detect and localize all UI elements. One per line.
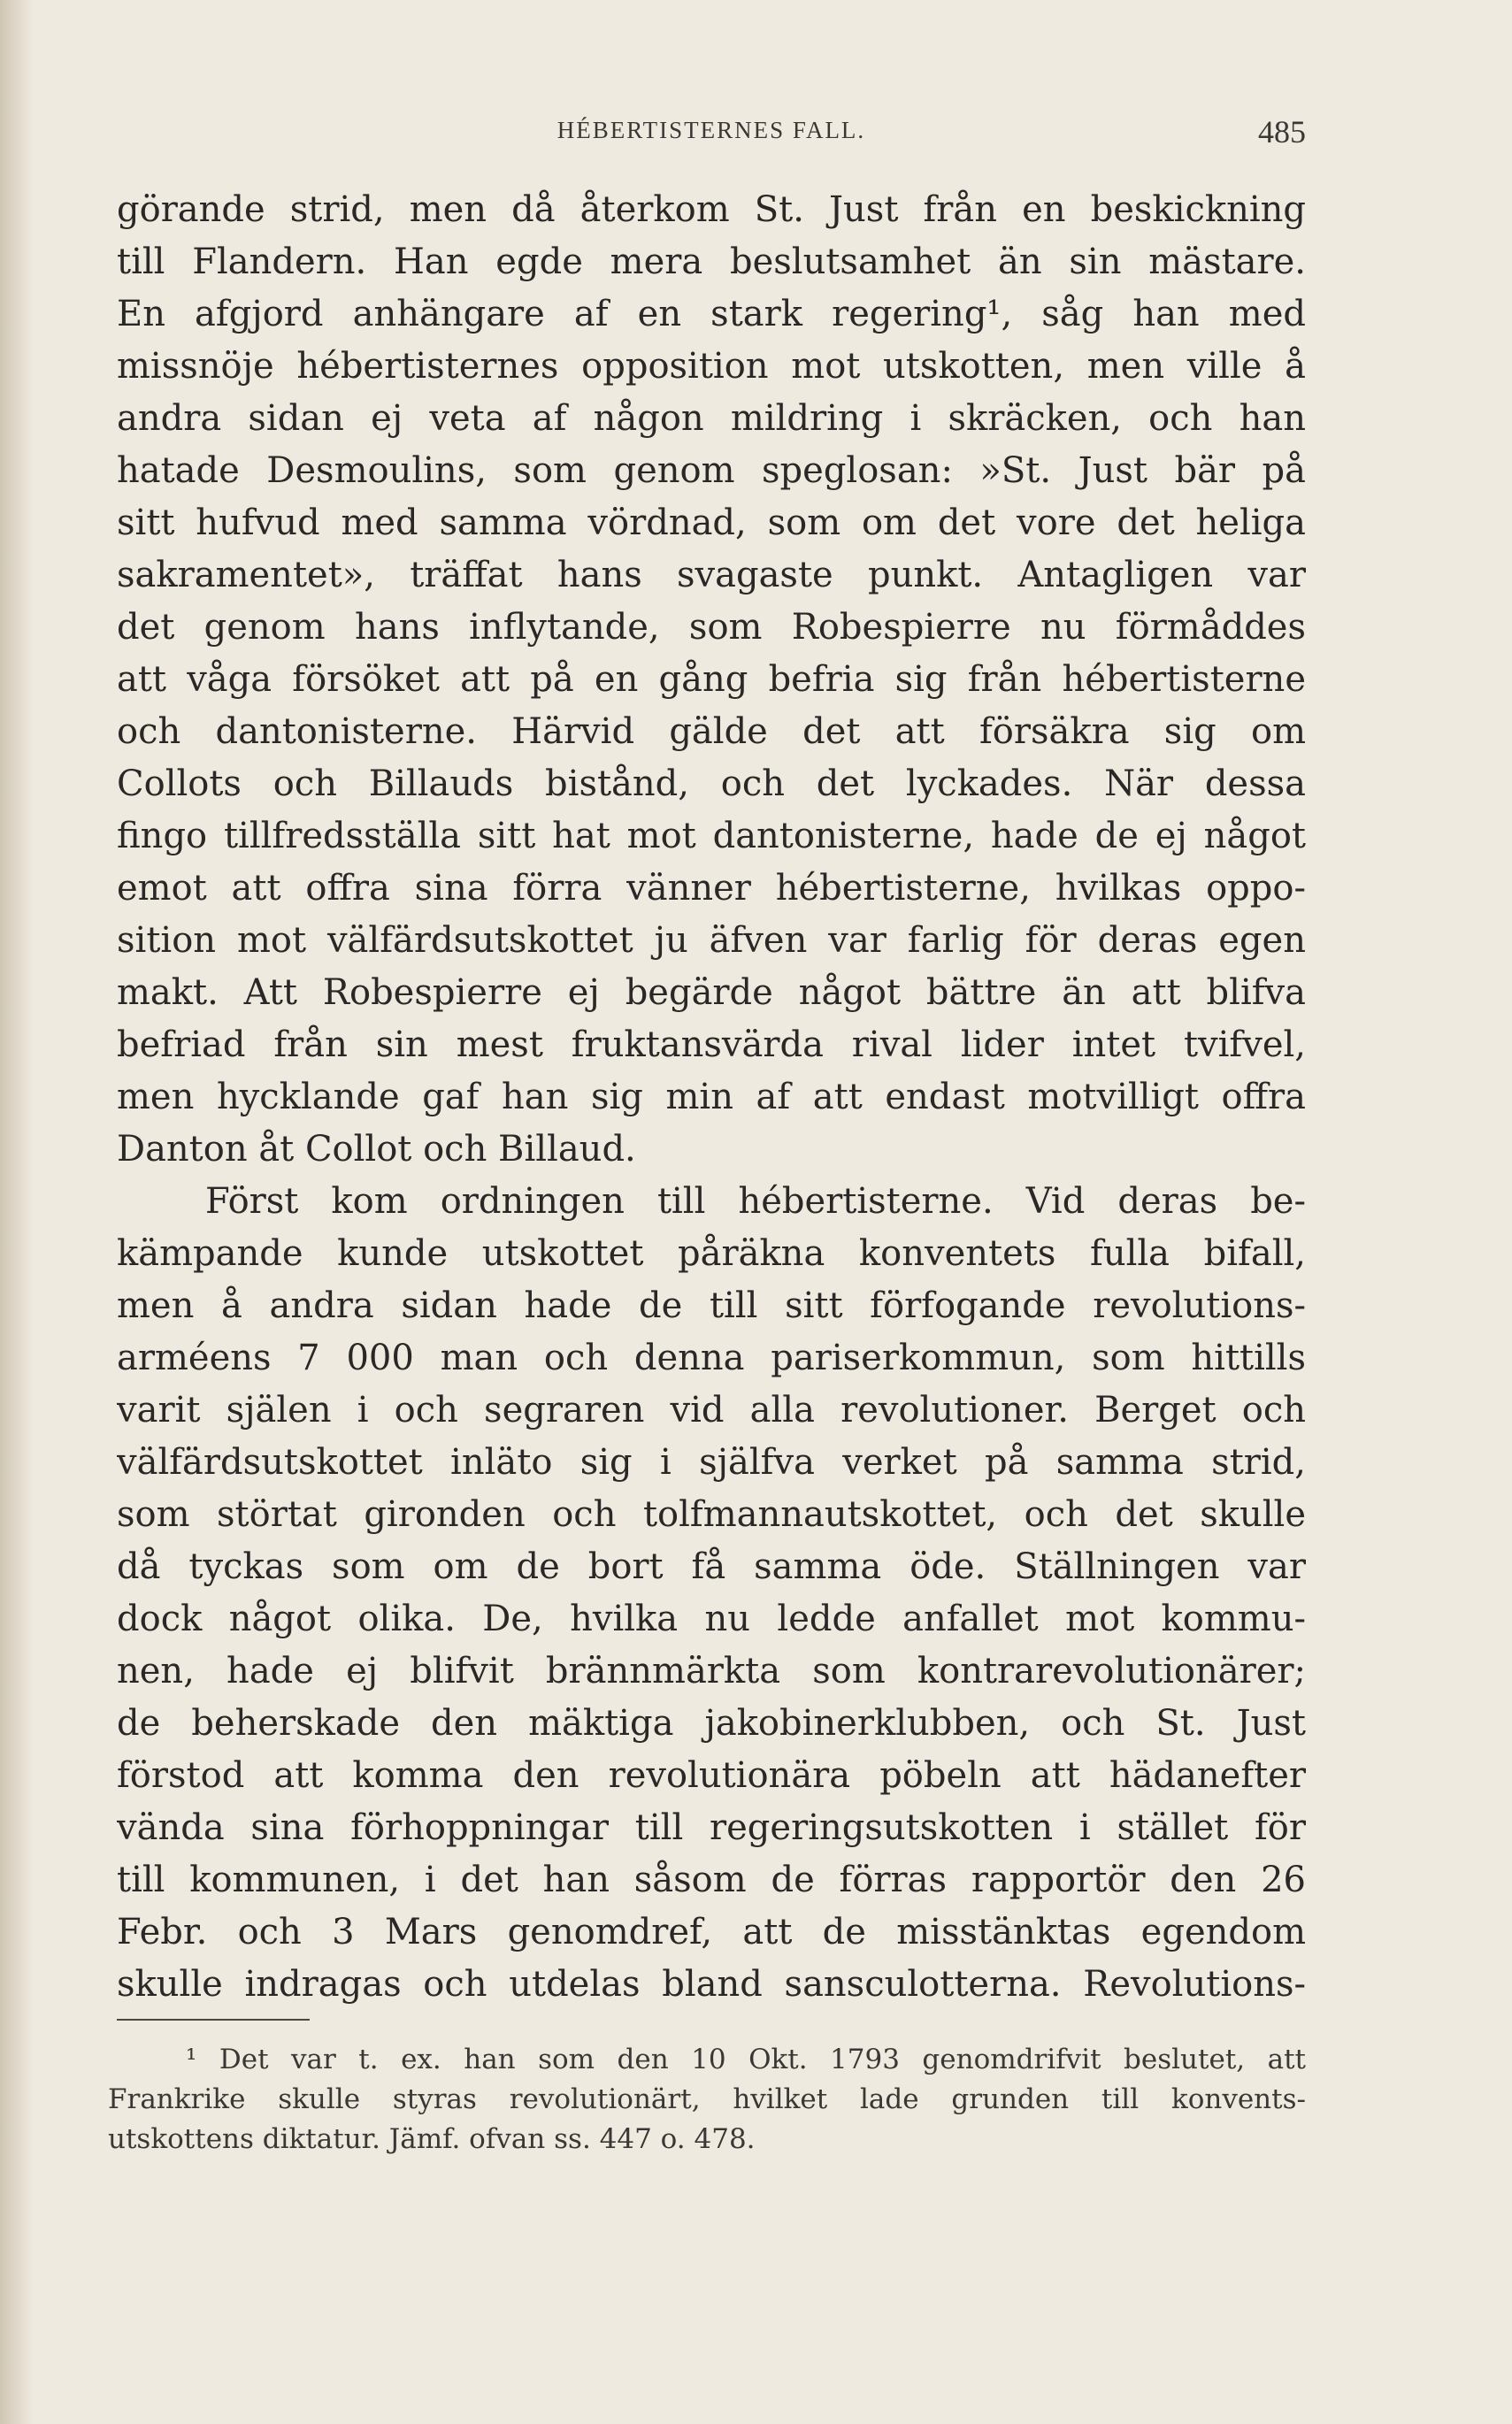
text-line: andra sidan ej veta af någon mildring i skräcken, och han [117,398,1306,439]
text-line: men hycklande gaf han sig min af att endast motvilligt offra [117,1077,1306,1117]
page-edge-shadow [0,0,34,2424]
text-line: vända sina förhoppningar till regeringsutskotten i stället för [117,1807,1306,1848]
text-line: välfärdsutskottet inläto sig i själfva verket på samma strid, [117,1442,1306,1483]
text-line: sition mot välfärdsutskottet ju äfven var farlig för deras egen [117,920,1306,961]
text-line: Collots och Billauds bistånd, och det lyckades. När dessa [117,763,1306,804]
text-line: till Flandern. Han egde mera beslutsamhet än sin mästare. [117,242,1306,282]
text-line: kämpande kunde utskottet påräkna konventets fulla bifall, [117,1233,1306,1274]
text-line: förstod att komma den revolutionära pöbeln att hädanefter [117,1755,1306,1796]
text-line: emot att offra sina förra vänner hébertisterne, hvilkas oppo- [117,868,1306,909]
text-line: varit själen i och segraren vid alla revolutioner. Berget och [117,1390,1306,1431]
text-line: som störtat gironden och tolfmannautskottet, och det skulle [117,1494,1306,1535]
body-text [117,184,1306,2011]
text-line: och dantonisterne. Härvid gälde det att försäkra sig om [117,711,1306,752]
footnote-line: ¹ Det var t. ex. han som den 10 Okt. 1793 genomdrifvit beslutet, att [186,2044,1306,2075]
text-line: hatade Desmoulins, som genom speglosan: »St. Just bär på [117,450,1306,491]
running-head: HÉBERTISTERNES FALL. [556,117,866,143]
page-header [117,114,1306,152]
text-line: makt. Att Robespierre ej begärde något bättre än att blifva [117,972,1306,1013]
text-line: Febr. och 3 Mars genomdref, att de misstänktas egendom [117,1912,1306,1952]
text-line: Först kom ordningen till hébertisterne. Vid deras be- [205,1181,1306,1222]
text-line: missnöje hébertisternes opposition mot utskotten, men ville å [117,346,1306,387]
text-line: nen, hade ej blifvit brännmärkta som kontrarevolutionärer; [117,1651,1306,1691]
footnote-divider [117,2019,310,2021]
text-line: arméens 7 000 man och denna pariserkommun, som hittills [117,1338,1306,1378]
footnotes [108,2040,1306,2159]
text-line: skulle indragas och utdelas bland sansculotterna. Revolutions- [117,1964,1306,2005]
text-line: det genom hans inflytande, som Robespierre nu förmåddes [117,607,1306,648]
text-line: befriad från sin mest fruktansvärda rival lider intet tvifvel, [117,1024,1306,1065]
text-line: fingo tillfredsställa sitt hat mot dantonisterne, hade de ej något [117,816,1306,856]
text-line: görande strid, men då återkom St. Just från en beskickning [117,189,1306,230]
footnote-line: utskottens diktatur. Jämf. ofvan ss. 447 o. 478. [108,2123,756,2155]
page-number: 485 [1258,114,1306,150]
text-line: dock något olika. De, hvilka nu ledde anfallet mot kommu- [117,1599,1306,1639]
text-line: Danton åt Collot och Billaud. [117,1129,636,1170]
text-line: till kommunen, i det han såsom de förras rapportör den 26 [117,1860,1306,1900]
text-line: sakramentet», träffat hans svagaste punkt. Antagligen var [117,555,1306,595]
text-line: men å andra sidan hade de till sitt förfogande revolutions- [117,1285,1306,1326]
text-line: de beherskade den mäktiga jakobinerklubben, och St. Just [117,1703,1306,1744]
footnote-line: Frankrike skulle styras revolutionärt, hvilket lade grunden till konvents- [108,2083,1306,2115]
text-line: att våga försöket att på en gång befria sig från hébertisterne [117,659,1306,700]
text-line: sitt hufvud med samma vördnad, som om det vore det heliga [117,502,1306,543]
text-line: då tyckas som om de bort få samma öde. Ställningen var [117,1546,1306,1587]
text-line: En afgjord anhängare af en stark regering¹, såg han med [117,294,1306,334]
